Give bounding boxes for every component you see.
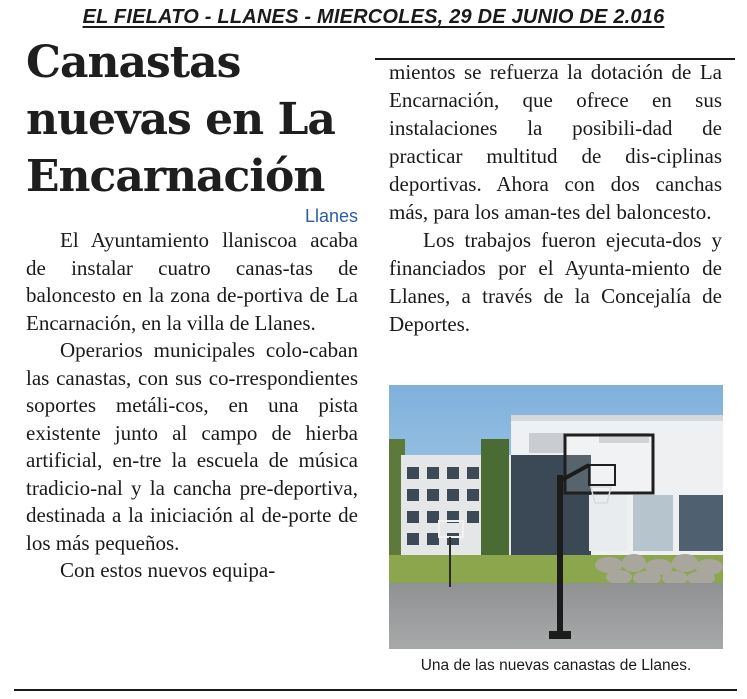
photo-caption: Una de las nuevas canastas de Llanes.: [420, 657, 692, 674]
header-text: EL FIELATO - LLANES - MIERCOLES, 29 DE JUNIO DE 2.016: [82, 6, 665, 28]
pole-near: [557, 475, 563, 635]
bottom-rule: [14, 689, 737, 691]
basketball-court-photo: [389, 385, 723, 649]
headline-line-3: Encarnación: [26, 151, 325, 202]
court: [389, 583, 723, 649]
location-tag: Llanes: [304, 206, 358, 226]
building-sign: [529, 433, 565, 453]
paragraph-4: Los trabajos fueron ejecuta-dos y financiados por el Ayunta-miento de Llanes, a través de la Concejalía de Deportes.: [389, 228, 722, 336]
tree-middle: [481, 439, 509, 563]
newspaper-header: [0, 4, 747, 30]
paragraph-2: Operarios municipales colo-caban las canastas, con sus co-rrespondientes soportes metáli-cos, en una pista existente junto al campo de hierba artificial, en-tre la escuela de música tradicio-nal y la cancha pre-deportiva, destinada a la iniciación al de-porte de los más pequeños.: [26, 338, 358, 555]
paragraph-1: El Ayuntamiento llaniscoa acaba de instalar cuatro canas-tas de baloncesto en la zona de-portiva de La Encarnación, en la villa de Llanes.: [26, 228, 358, 335]
paragraph-3-continued: mientos se refuerza la dotación de La Encarnación, que ofrece en sus instalaciones la posibili-dad de practicar multitud de dis-ciplinas deportivas. Ahora con dos canchas más, para los aman-tes del baloncesto.: [389, 60, 722, 224]
headline: [26, 34, 358, 205]
left-column: [26, 34, 358, 585]
pole-base: [549, 631, 571, 639]
headline-line-1: Canastas: [26, 37, 241, 88]
right-column: [389, 58, 722, 338]
left-body: [26, 227, 358, 585]
headline-line-2: nuevas en La: [26, 94, 335, 145]
paragraph-3-start: Con estos nuevos equipa-: [60, 558, 276, 582]
article-photo: [389, 385, 723, 649]
pole-far: [449, 537, 451, 587]
